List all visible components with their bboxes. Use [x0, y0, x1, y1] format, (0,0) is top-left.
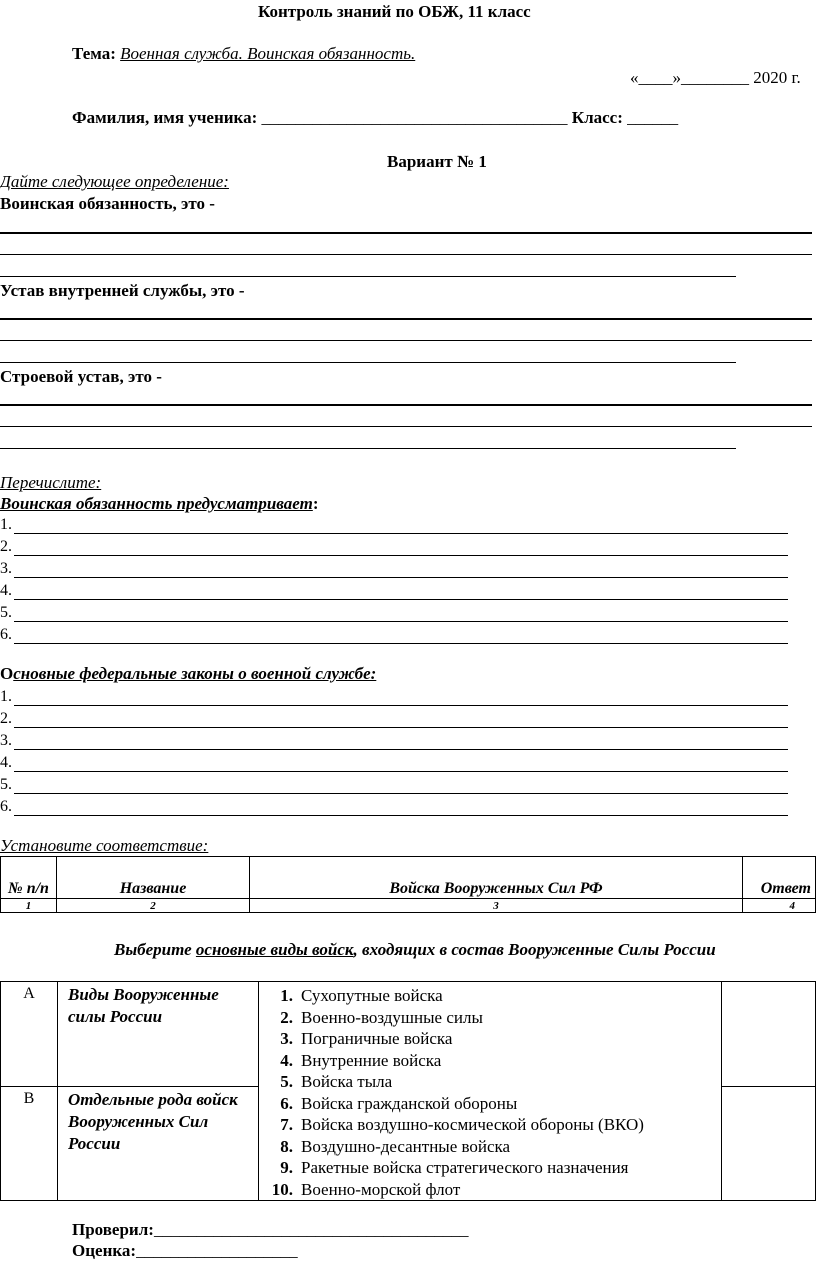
grade-line: [72, 1241, 298, 1261]
item-number: 2.: [0, 710, 12, 727]
option-number: 9.: [280, 1158, 293, 1177]
answer-line[interactable]: [0, 340, 812, 341]
list-item[interactable]: [0, 686, 788, 708]
col-header-troops: Войска Вооруженных Сил РФ: [250, 857, 743, 899]
col-number: 4: [743, 899, 816, 913]
col-number: 1: [1, 899, 57, 913]
option-number: 10.: [271, 1179, 293, 1199]
options-cell: [259, 982, 722, 1201]
checked-by-line: [72, 1220, 468, 1240]
match-instruction: Установите соответствие:: [0, 836, 209, 855]
list-item[interactable]: [0, 580, 788, 602]
item-number: 5.: [0, 776, 12, 793]
list-heading-text: Воинская обязанность предусматривает: [0, 494, 313, 513]
col-number: 3: [250, 899, 743, 913]
answer-line[interactable]: [0, 318, 812, 320]
item-number: 1.: [0, 516, 12, 533]
answer-line[interactable]: [0, 254, 812, 255]
row-letter: А: [1, 982, 58, 1087]
topic-line: [72, 44, 415, 64]
list-item[interactable]: [0, 796, 788, 818]
match-header-table: [0, 856, 816, 913]
col-number: 2: [57, 899, 250, 913]
answer-line[interactable]: [0, 426, 812, 427]
list-item[interactable]: [0, 602, 788, 624]
list-item: [263, 1136, 721, 1158]
matching-table: [0, 981, 816, 1201]
item-number: 4.: [0, 754, 12, 771]
option-number: 4.: [280, 1050, 293, 1070]
answer-line[interactable]: [0, 404, 812, 406]
list-item[interactable]: [0, 558, 788, 580]
grade-label: Оценка:: [72, 1241, 137, 1260]
answer-cell[interactable]: [722, 982, 816, 1087]
answer-line[interactable]: [0, 232, 812, 234]
option-number: 1.: [280, 986, 293, 1005]
task-prefix: Выберите: [114, 940, 196, 959]
option-text: Воздушно-десантные войска: [301, 1136, 511, 1156]
list-item: [263, 1028, 721, 1050]
list-item: [263, 1114, 721, 1136]
item-number: 3.: [0, 732, 12, 749]
laws-heading: [0, 664, 376, 684]
list-item: [263, 985, 721, 1007]
grade-field[interactable]: ___________________: [136, 1241, 298, 1260]
item-number: 6.: [0, 626, 12, 643]
list-item[interactable]: [0, 752, 788, 774]
list-instruction: Перечислите:: [0, 473, 102, 492]
topic-label: Тема:: [72, 44, 116, 63]
answer-line[interactable]: [0, 448, 736, 449]
row-name: Виды Вооруженные силы России: [58, 982, 259, 1087]
class-label: Класс:: [571, 108, 623, 127]
definition-term-3: Строевой устав, это -: [0, 367, 162, 386]
item-number: 5.: [0, 604, 12, 621]
table-row: [1, 982, 816, 1087]
list-item[interactable]: [0, 514, 788, 536]
list-item[interactable]: [0, 774, 788, 796]
item-number: 4.: [0, 582, 12, 599]
list-heading: [0, 494, 319, 514]
col-header-name: Название: [57, 857, 250, 899]
option-text: Военно-морской флот: [301, 1179, 461, 1199]
item-number: 1.: [0, 688, 12, 705]
list-item: [263, 1071, 721, 1093]
option-text: Войска воздушно-космической обороны (ВКО): [301, 1115, 644, 1134]
class-field[interactable]: ______: [627, 108, 679, 127]
option-text: Войска тыла: [301, 1072, 393, 1091]
definitions-instruction: Дайте следующее определение:: [0, 172, 229, 191]
topic-value: Военная служба. Воинская обязанность.: [120, 44, 416, 63]
list-item: [263, 1157, 721, 1179]
list-item[interactable]: [0, 536, 788, 558]
task-underlined: основные виды войск: [195, 940, 354, 959]
list-item: [263, 1093, 721, 1115]
option-number: 8.: [280, 1136, 293, 1156]
list-heading-colon: :: [312, 494, 319, 513]
option-text: Военно-воздушные силы: [301, 1007, 483, 1027]
option-number: 7.: [280, 1115, 293, 1134]
page-title: Контроль знаний по ОБЖ, 11 класс: [258, 2, 531, 21]
option-number: 3.: [280, 1029, 293, 1048]
student-name-line: [72, 108, 678, 128]
definition-term-2: Устав внутренней службы, это -: [0, 281, 245, 300]
student-name-field[interactable]: ____________________________________: [261, 108, 568, 127]
item-number: 3.: [0, 560, 12, 577]
variant-heading: Вариант № 1: [387, 152, 487, 171]
list-item: [263, 1007, 721, 1029]
col-header-answer: Ответ: [743, 857, 816, 899]
answer-line[interactable]: [0, 362, 736, 363]
item-number: 2.: [0, 538, 12, 555]
option-text: Внутренние войска: [301, 1050, 442, 1070]
option-number: 6.: [280, 1093, 293, 1113]
definition-term-1: Воинская обязанность, это -: [0, 194, 215, 213]
answer-line[interactable]: [0, 276, 736, 277]
list-item: [263, 1179, 721, 1201]
answer-cell[interactable]: [722, 1086, 816, 1200]
list-item[interactable]: [0, 708, 788, 730]
list-item[interactable]: [0, 624, 788, 646]
row-name: Отдельные рода войск Вооруженных Сил России: [58, 1086, 259, 1200]
option-text: Ракетные войска стратегического назначения: [301, 1158, 629, 1177]
task-suffix: , входящих в состав Вооруженные Силы России: [353, 940, 716, 959]
row-letter: В: [1, 1086, 58, 1200]
checked-by-field[interactable]: _____________________________________: [153, 1220, 469, 1239]
option-number: 2.: [280, 1007, 293, 1027]
option-number: 5.: [280, 1072, 293, 1091]
list-item: [263, 1050, 721, 1072]
date-field[interactable]: «____»________ 2020 г.: [630, 68, 801, 87]
student-name-label: Фамилия, имя ученика:: [72, 108, 258, 127]
task-instruction: [114, 940, 716, 960]
options-list: [263, 985, 721, 1200]
laws-heading-rest: сновные федеральные законы о военной службе:: [13, 664, 377, 683]
option-text: Пограничные войска: [301, 1029, 453, 1048]
option-text: Войска гражданской обороны: [301, 1093, 518, 1113]
item-number: 6.: [0, 798, 12, 815]
laws-heading-first: О: [0, 664, 14, 683]
list-item[interactable]: [0, 730, 788, 752]
option-text: Сухопутные войска: [301, 986, 443, 1005]
col-header-number: № п/п: [1, 857, 57, 899]
checked-by-label: Проверил:: [72, 1220, 154, 1239]
